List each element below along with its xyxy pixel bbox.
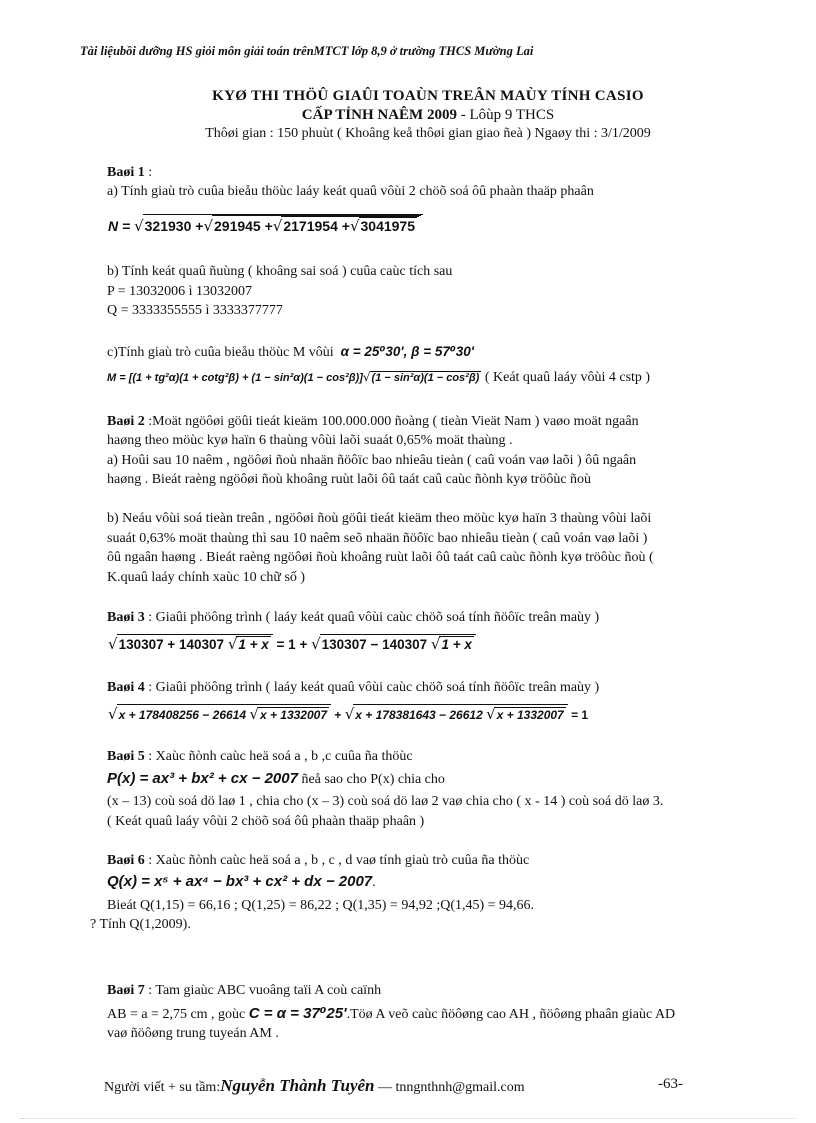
sqrt-icon: √ <box>430 635 441 653</box>
sqrt-icon: √ <box>108 635 118 653</box>
problem-2-text: :Moät ngöôøi göûi tieát kieäm 100.000.000 ñoàng ( tieàn Vieät Nam ) vaøo moät ngaân <box>144 414 639 429</box>
radical-1 <box>143 214 423 235</box>
problem-1b-q: Q = 3333355555 ì 3333377777 <box>107 303 283 318</box>
problem-7-label: Baøi 7 <box>107 983 145 998</box>
problem-6-heading <box>107 853 529 869</box>
problem-1a-formula <box>108 214 423 235</box>
problem-1a-text: a) Tính giaù trò cuûa bieåu thöùc laáy keát quaû vôùi 2 chöõ soá ôû phaàn thaäp phaân <box>107 184 594 199</box>
page-number: -63- <box>658 1076 683 1092</box>
polynomial-p-tail: ñeå sao cho P(x) chia cho <box>297 772 445 787</box>
problem-1c-condition: α = 25⁰30', β = 57⁰30' <box>340 344 475 359</box>
problem-7-side: AB = a = 2,75 cm , goùc <box>107 1007 246 1022</box>
bottom-divider <box>20 1118 796 1119</box>
problem-5-label: Baøi 5 <box>107 749 145 764</box>
sqrt-icon: √ <box>108 705 118 723</box>
eq3-term-2: 130307 − 140307 <box>321 637 428 652</box>
radical-outer-left <box>117 704 331 723</box>
author-email: tnngnthnh@gmail.com <box>395 1080 525 1095</box>
problem-4-text: : Giaûi phöông trình ( laáy keát quaû vôùi caùc chöõ soá tính ñöôïc treân maùy ) <box>144 680 600 695</box>
sqrt-icon: √ <box>349 217 360 235</box>
eq3-term-1: 130307 + 140307 <box>118 637 225 652</box>
problem-3-label: Baøi 3 <box>107 610 145 625</box>
problem-1-heading <box>107 165 152 181</box>
radical-4 <box>359 217 418 234</box>
problem-7-construction: .Töø A veõ caùc ñöôøng cao AH , ñöôøng phaân giaùc AD <box>346 1007 676 1022</box>
formula-m-main: M = [(1 + tg²α)(1 + cotg²β) + (1 − sin²α)(1 − cos²β)] <box>107 372 363 384</box>
problem-5-line-3: ( Keát quaû laáy vôùi 2 chöõ soá ôû phaàn thaäp phaân ) <box>107 814 425 829</box>
sqrt-icon: √ <box>362 370 371 384</box>
problem-4-heading <box>107 680 599 696</box>
formula-m-sqrt: (1 − sin²α)(1 − cos²β) <box>371 372 480 384</box>
eq4-term-2: x + 178381643 − 26612 <box>355 708 483 722</box>
eq4-inner-left: x + 1332007 <box>259 708 328 722</box>
sqrt-icon: √ <box>249 705 259 723</box>
sqrt-icon: √ <box>227 635 238 653</box>
author-name: Nguyễn Thành Tuyên <box>220 1076 375 1095</box>
exam-title: KYØ THI THÖÛ GIAÛI TOAÙN TREÂN MAÙY TÍNH CASIO <box>212 88 644 104</box>
problem-1c-formula <box>107 370 650 386</box>
radical-outer-right <box>353 704 567 723</box>
polynomial-p: P(x) = ax³ + bx² + cx − 2007 <box>107 770 298 787</box>
radical-outer-right <box>320 634 476 653</box>
sqrt-icon: √ <box>344 705 355 723</box>
problem-2-line-1 <box>107 414 639 430</box>
radicand-1: 321930 + <box>144 218 204 234</box>
problem-2-line-6: suaát 0,63% moät thaùng thì sau 10 naêm seõ nhaän ñöôïc bao nhieâu tieàn ( caû voán vaø laõi ) <box>107 531 648 546</box>
problem-1c-note: ( Keát quaû laáy vôùi 4 cstp ) <box>481 370 651 385</box>
problem-5-polynomial <box>107 770 445 788</box>
problem-1c-text <box>107 344 474 361</box>
radicand-4: 3041975 <box>360 218 416 234</box>
footer-prefix: Người viết + su tầm: <box>104 1080 221 1095</box>
footer-author <box>104 1076 525 1096</box>
radicand-3: 2171954 + <box>283 218 350 234</box>
polynomial-q-tail: . <box>372 875 376 890</box>
problem-1b-text: b) Tính keát quaû ñuùng ( khoâng sai soá ) cuûa caùc tích sau <box>107 264 453 279</box>
problem-1b-p: P = 13032006 ì 13032007 <box>107 284 253 299</box>
problem-7-text: : Tam giaùc ABC vuoâng taïi A coù caïnh <box>144 983 382 998</box>
problem-7-angle: C = α = 37⁰25' <box>248 1005 347 1022</box>
problem-2-line-8: K.quaû laáy chính xaùc 10 chữ số ) <box>107 570 306 585</box>
problem-3-equation <box>108 634 476 653</box>
problem-4-equation <box>108 704 588 723</box>
eq3-equals: = 1 + <box>276 637 308 652</box>
radical-3 <box>281 216 419 235</box>
problem-5-heading <box>107 749 413 765</box>
exam-level: CẤP TỈNH NAÊM 2009 <box>301 107 457 123</box>
exam-grade: - Lôùp 9 THCS <box>456 107 555 123</box>
radical-2 <box>212 215 421 235</box>
problem-7-heading <box>107 983 381 999</box>
problem-2-line-5: b) Neáu vôùi soá tieàn treân , ngöôøi ñoù göûi tieát kieäm theo möùc kyø haïn 3 thaùng vôùi laõi <box>107 511 652 526</box>
footer-dash: — <box>374 1080 396 1095</box>
problem-1-label: Baøi 1 <box>107 165 145 180</box>
polynomial-q: Q(x) = x⁵ + ax⁴ − bx³ + cx² + dx − 2007 <box>107 873 373 890</box>
sqrt-icon: √ <box>134 217 144 235</box>
eq3-inner-right: 1 + x <box>441 637 472 652</box>
problem-6-line-2: Bieát Q(1,15) = 66,16 ; Q(1,25) = 86,22 ; Q(1,35) = 94,92 ;Q(1,45) = 94,66. <box>107 898 535 913</box>
problem-5-line-2: (x – 13) coù soá dö laø 1 , chia cho (x – 3) coù soá dö laø 2 vaø chia cho ( x - 14 ) coù soá dö laø 3. <box>107 794 664 809</box>
problem-3-heading <box>107 610 599 626</box>
problem-6-label: Baøi 6 <box>107 853 145 868</box>
sqrt-icon: √ <box>311 635 321 653</box>
sqrt-icon: √ <box>272 217 283 235</box>
eq3-inner-left: 1 + x <box>238 637 269 652</box>
sqrt-icon: √ <box>486 705 496 723</box>
sqrt-icon: √ <box>203 217 213 235</box>
problem-2-line-7: ôû ngaân haøng . Bieát raèng ngöôøi ñoù khoâng ruùt laõi ôû taát caû caùc ñònh kyø tröôùc ñoù ( <box>107 550 654 565</box>
radicand-2: 291945 + <box>214 218 273 234</box>
problem-7-line-3: vaø ñöôøng trung tuyeán AM . <box>107 1026 279 1041</box>
exam-time-date: Thôøi gian : 150 phuùt ( Khoâng keå thôøi gian giao ñeà ) Ngaøy thi : 3/1/2009 <box>205 126 651 141</box>
document-header: Tài liệubồi dưỡng HS giỏi môn giải toán trênMTCT lớp 8,9 ở trường THCS Mường Lai <box>80 44 534 58</box>
eq4-equals: = 1 <box>571 708 589 722</box>
eq4-plus: + <box>334 708 342 722</box>
problem-1c-intro: c)Tính giaù trò cuûa bieåu thöùc M vôùi <box>107 345 334 360</box>
problem-2-line-4: haøng . Bieát raèng ngöôøi ñoù khoâng ruùt laõi ôû taát caû caùc ñònh kyø tröôùc ñoù <box>107 472 592 487</box>
formula-n-lhs: N = <box>108 218 131 234</box>
problem-2-line-3: a) Hoûi sau 10 naêm , ngöôøi ñoù nhaän ñöôïc bao nhieâu tieàn ( caû voán vaø laõi ) ôû ngaân <box>107 453 637 468</box>
problem-6-polynomial <box>107 873 376 891</box>
problem-2-line-2: haøng theo möùc kyø haïn 6 thaùng vôùi laõi suaát 0,65% moät thaùng . <box>107 433 513 448</box>
exam-subtitle <box>0 107 816 124</box>
eq4-inner-right: x + 1332007 <box>496 708 564 722</box>
eq4-term-1: x + 178408256 − 26614 <box>118 708 247 722</box>
problem-5-text: : Xaùc ñònh caùc heä soá a , b ,c cuûa ña thöùc <box>144 749 413 764</box>
problem-4-label: Baøi 4 <box>107 680 145 695</box>
problem-3-text: : Giaûi phöông trình ( laáy keát quaû vôùi caùc chöõ soá tính ñöôïc treân maùy ) <box>144 610 600 625</box>
problem-6-line-3: ? Tính Q(1,2009). <box>90 917 191 932</box>
problem-6-text: : Xaùc ñònh caùc heä soá a , b , c , d vaø tính giaù trò cuûa ña thöùc <box>144 853 530 868</box>
problem-1-colon: : <box>144 165 153 180</box>
problem-2-label: Baøi 2 <box>107 414 145 429</box>
radical-outer-left <box>117 634 273 653</box>
problem-7-line-2 <box>107 1004 675 1023</box>
